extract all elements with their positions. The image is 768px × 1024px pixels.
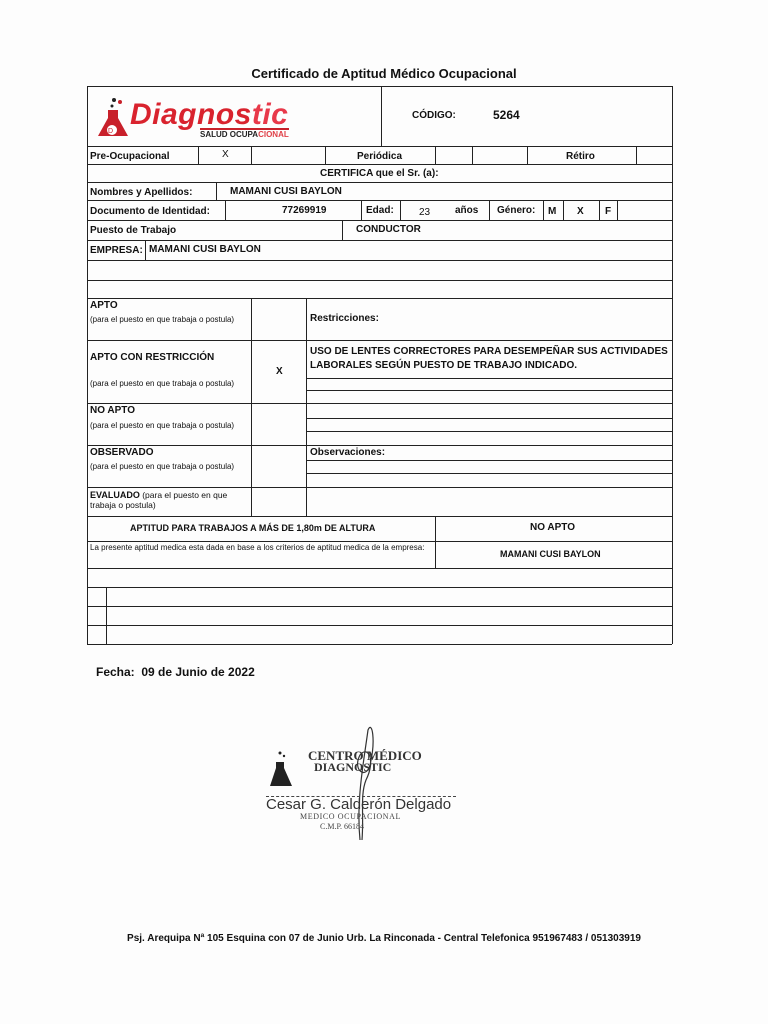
restricciones-label: Restricciones:: [310, 313, 379, 324]
altura-label: APTITUD PARA TRABAJOS A MÁS DE 1,80m DE ALTURA: [130, 523, 376, 533]
observado-label: OBSERVADO: [90, 447, 154, 458]
pre-ocupacional-label: Pre-Ocupacional: [90, 151, 170, 162]
svg-text:D: D: [108, 128, 114, 135]
pre-ocupacional-mark: X: [222, 149, 229, 160]
doctor-role: MEDICO OCUPACIONAL: [300, 812, 401, 821]
doctor-stamp: [262, 720, 462, 850]
logo-wordmark: Diagnostic: [130, 98, 289, 131]
certifica-label: CERTIFICA que el Sr. (a):: [320, 168, 439, 179]
apto-con-restriccion-sub: (para el puesto en que trabaja o postula): [90, 379, 235, 388]
altura-value: NO APTO: [530, 522, 576, 533]
doctor-cmp: C.M.P. 66184: [320, 822, 365, 831]
observaciones-label: Observaciones:: [310, 447, 386, 458]
doc-value: 77269919: [282, 205, 327, 216]
retiro-label: Rétiro: [566, 151, 595, 162]
doctor-name: Cesar G. Calderón Delgado: [266, 796, 452, 813]
gender-mark: X: [577, 206, 584, 217]
apto-sub: (para el puesto en que trabaja o postula): [90, 315, 235, 324]
stamp-line2: DIAGNOSTIC: [314, 760, 392, 774]
flask-icon: [94, 96, 130, 140]
document-title: Certificado de Aptitud Médico Ocupacional: [251, 66, 517, 81]
observado-sub: (para el puesto en que trabaja o postula): [90, 462, 235, 471]
name-value: MAMANI CUSI BAYLON: [230, 186, 342, 197]
fecha: Fecha: 09 de Junio de 2022: [96, 665, 255, 679]
stamp-flask-icon: [268, 750, 294, 790]
periodica-label: Periódica: [357, 151, 403, 162]
restriccion-text: USO DE LENTES CORRECTORES PARA DESEMPEÑAR SUS ACTIVIDADES LABORALES SEGÚN PUESTO DE TRABAJO INDICADO.: [310, 346, 668, 371]
codigo-value: 5264: [493, 108, 520, 122]
job-label: Puesto de Trabajo: [90, 225, 177, 236]
diagnostic-logo: [94, 96, 314, 144]
no-apto-sub: (para el puesto en que trabaja o postula): [90, 421, 235, 430]
age-unit: años: [455, 205, 479, 216]
gender-f: F: [605, 206, 612, 217]
codigo-label: CÓDIGO:: [412, 110, 456, 121]
company-value: MAMANI CUSI BAYLON: [149, 244, 261, 255]
evaluado-label: EVALUADO (para el puesto en que trabaja o postula): [90, 490, 228, 510]
age-value: 23: [419, 207, 431, 218]
apto-con-restriccion-label: APTO CON RESTRICCIÓN: [90, 352, 215, 363]
company-label: EMPRESA:: [90, 245, 143, 256]
doc-label: Documento de Identidad:: [90, 206, 210, 217]
nota-name: MAMANI CUSI BAYLON: [500, 549, 601, 559]
gender-label: Género:: [497, 205, 536, 216]
apto-label: APTO: [90, 300, 118, 311]
nota-text: La presente aptitud medica esta dada en base a los criterios de aptitud medica de la empresa:: [90, 543, 425, 552]
footer-address: Psj. Arequipa Nª 105 Esquina con 07 de Junio Urb. La Rinconada - Central Telefonica 951967483 / 051303919: [127, 933, 641, 944]
job-value: CONDUCTOR: [356, 224, 421, 235]
gender-m: M: [548, 206, 557, 217]
age-label: Edad:: [366, 205, 394, 216]
stamp-line1: CENTRO MÉDICO: [308, 748, 422, 763]
apto-con-restriccion-mark: X: [276, 366, 283, 377]
no-apto-label: NO APTO: [90, 405, 136, 416]
logo-tagline: SALUD OCUPACIONAL: [200, 130, 289, 139]
name-label: Nombres y Apellidos:: [90, 187, 193, 198]
